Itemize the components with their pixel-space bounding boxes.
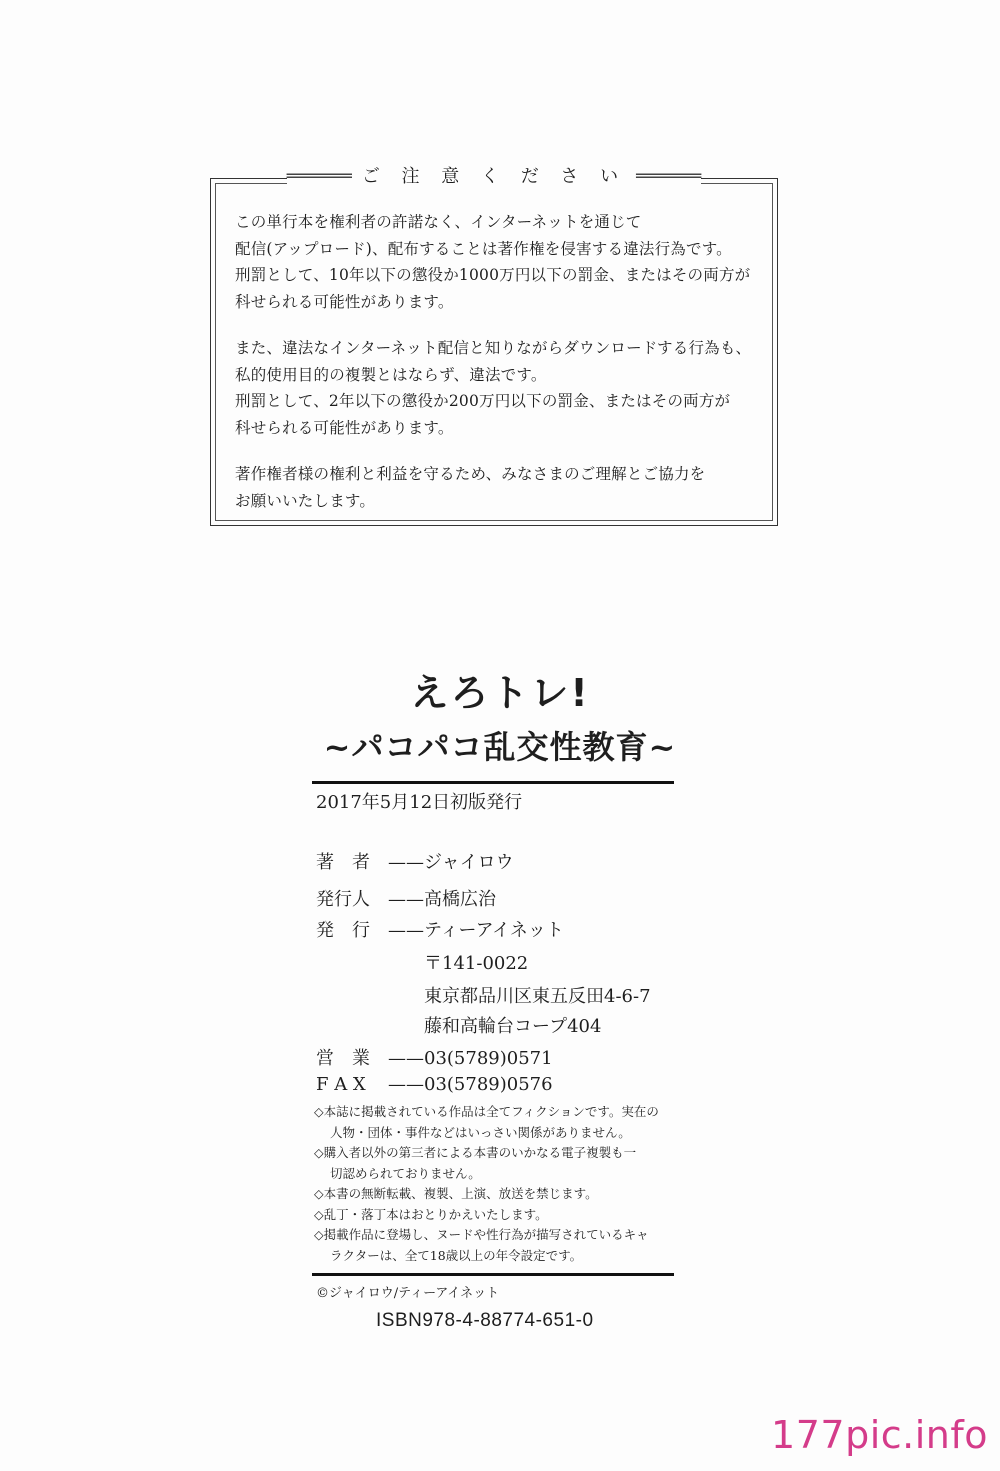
book-subtitle: ~パコパコ乱交性教育~ <box>323 728 677 766</box>
note-line: ◇乱丁・落丁本はおとりかえいたします。 <box>314 1206 548 1222</box>
credit-sales <box>316 1044 553 1070</box>
credit-dash: —— <box>388 1074 424 1095</box>
notice-body <box>235 209 761 534</box>
credit-label: F A X <box>316 1074 366 1095</box>
note-line: ◇購入者以外の第三者による本書のいかなる電子複製も一 <box>314 1145 637 1160</box>
notice-line: 私的使用目的の複製とはならず、違法です。 <box>235 365 547 384</box>
notice-line: また、違法なインターネット配信と知りながらダウンロードする行為も、 <box>235 339 752 357</box>
divider-bottom <box>312 1273 674 1276</box>
credit-label: 発行人 <box>316 889 370 910</box>
credit-label: 発 行 <box>316 920 370 941</box>
credit-dash: —— <box>388 889 424 910</box>
address-line-1: 東京都品川区東五反田4-6-7 <box>424 986 651 1007</box>
credit-author <box>316 848 514 874</box>
credit-value: 高橋広治 <box>424 889 496 910</box>
credit-value: ジャイロウ <box>424 852 514 873</box>
notice-title-deco-right: ══════ <box>636 166 702 187</box>
credit-dash: —— <box>388 920 424 941</box>
notice-line: 配信(アップロード)、配布することは著作権を侵害する違法行為です。 <box>235 239 732 258</box>
note-line: 切認められておりません。 <box>330 1165 481 1181</box>
notice-title <box>211 162 777 188</box>
watermark: 177pic.info <box>771 1413 988 1457</box>
credit-value: 03(5789)0571 <box>424 1048 553 1069</box>
notice-line: 科せられる可能性があります。 <box>235 292 454 311</box>
notice-title-deco-left: ══════ <box>286 166 352 187</box>
notice-line: 刑罰として、2年以下の懲役か200万円以下の罰金、またはその両方が <box>235 392 731 410</box>
notice-paragraph-3 <box>235 461 761 514</box>
isbn: ISBN978-4-88774-651-0 <box>376 1310 594 1331</box>
credit-dash: —— <box>388 1048 424 1069</box>
notice-line: 著作権者様の権利と利益を守るため、みなさまのご理解とご協力を <box>235 465 706 483</box>
notice-line: この単行本を権利者の許諾なく、インターネットを通じて <box>235 213 642 231</box>
notice-paragraph-2 <box>235 335 761 441</box>
note-line: 人物・団体・事件などはいっさい関係がありません。 <box>330 1124 631 1140</box>
address-line-2: 藤和高輪台コープ404 <box>424 1016 602 1037</box>
note-line: ◇掲載作品に登場し、ヌードや性行為が描写されているキャ <box>314 1227 649 1242</box>
note-line: ◇本書の無断転載、複製、上演、放送を禁じます。 <box>314 1186 598 1201</box>
credit-publisher-person <box>316 885 496 911</box>
legal-notes <box>314 1102 684 1266</box>
notice-line: 刑罰として、10年以下の懲役か1000万円以下の罰金、またはその両方が <box>235 266 751 284</box>
divider-top <box>312 781 674 784</box>
notice-line: 科せられる可能性があります。 <box>235 418 454 437</box>
credit-value: ティーアイネット <box>424 920 564 941</box>
notice-title-text: ご 注 意 く だ さ い <box>352 166 636 187</box>
book-title: えろトレ! <box>410 671 590 715</box>
credit-label: 著 者 <box>316 852 370 873</box>
note-line: ラクターは、全て18歳以上の年令設定です。 <box>330 1247 583 1263</box>
notice-box <box>210 166 778 526</box>
postal-code: 〒141-0022 <box>424 953 529 974</box>
credit-value: 03(5789)0576 <box>424 1074 553 1095</box>
credit-label: 営 業 <box>316 1048 370 1069</box>
notice-line: お願いいたします。 <box>235 491 376 510</box>
credit-fax <box>316 1074 553 1095</box>
credit-publisher <box>316 916 564 942</box>
note-line: ◇本誌に掲載されている作品は全てフィクションです。実在の <box>314 1104 659 1119</box>
publication-date: 2017年5月12日初版発行 <box>316 792 523 813</box>
credit-dash: —— <box>388 852 424 873</box>
copyright: ©ジャイロウ/ティーアイネット <box>316 1286 500 1301</box>
notice-paragraph-1 <box>235 209 761 315</box>
